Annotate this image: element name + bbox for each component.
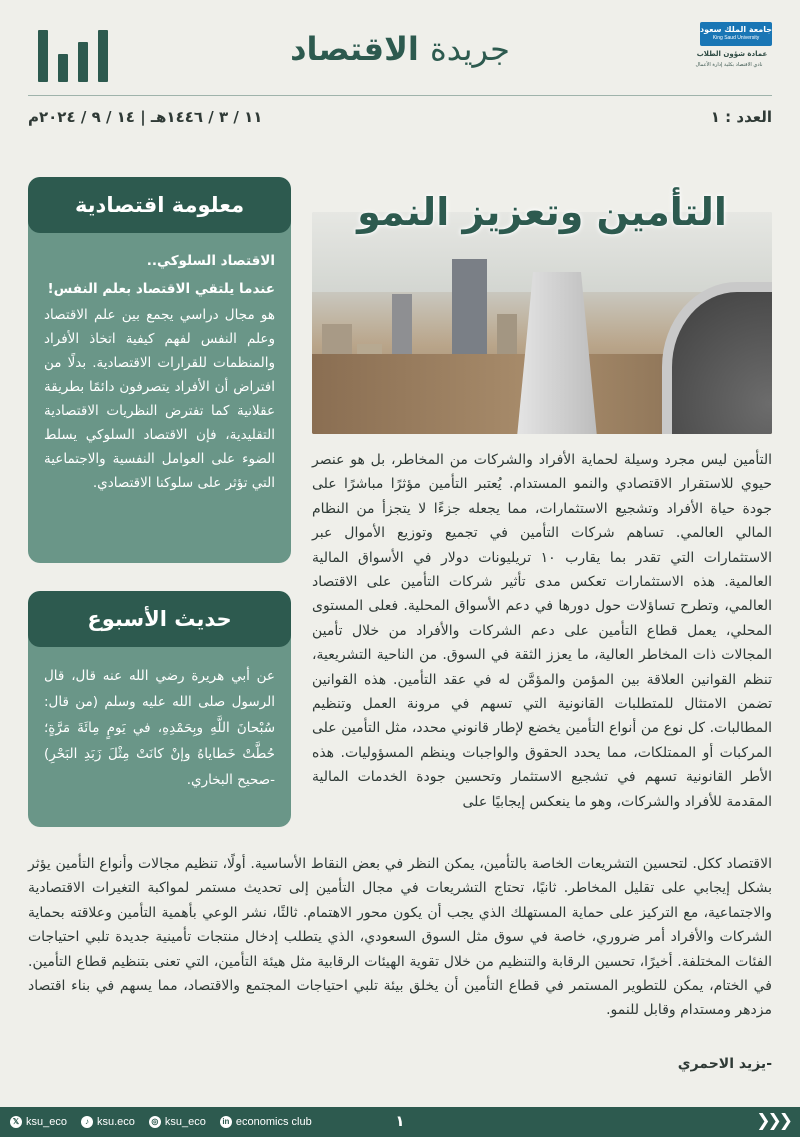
deanship-label: عمادة شؤون الطلاب: [696, 50, 768, 58]
header-divider: [28, 95, 772, 96]
hero-image: [312, 212, 772, 434]
article-title: التأمين وتعزيز النمو: [357, 190, 727, 234]
social-linkedin-handle: economics club: [235, 1116, 312, 1128]
economic-info-title: معلومة اقتصادية: [28, 177, 291, 233]
footer: [0, 1107, 800, 1137]
header: [0, 0, 800, 150]
article-author: -يزيد الاحمري: [677, 1056, 772, 1072]
page-number: ١: [395, 1112, 405, 1130]
hadith-card: [28, 591, 291, 827]
social-x-handle: ksu_eco: [26, 1116, 67, 1128]
masthead-bold: الاقتصاد: [290, 30, 419, 68]
next-page-arrows-icon[interactable]: ❯❯❯: [756, 1111, 790, 1131]
ksu-logo-ar: جامعة الملك سعود: [700, 25, 772, 34]
masthead: [0, 30, 800, 68]
tiktok-icon: ♪: [81, 1116, 93, 1128]
instagram-icon: ◎: [149, 1116, 161, 1128]
social-tiktok-handle: ksu.eco: [96, 1116, 135, 1128]
social-instagram-handle: ksu_eco: [164, 1116, 206, 1128]
club-label: نادي الاقتصاد بكلية إدارة الأعمال: [695, 62, 763, 68]
hadith-body: عن أبي هريرة رضي الله عنه قال، قال الرسول صلى الله عليه وسلم (من قال: سُبْحانَ اللَّهِ وبِحَمْدِهِ، في يَومٍ مِائَةَ مَرَّةٍ؛ حُطَّتْ خَطاياهُ وإنْ كانَتْ مِثْلَ زَبَدِ البَحْرِ) -صحيح البخاري.: [44, 668, 275, 788]
economic-info-subtitle1: الاقتصاد السلوكي..: [146, 253, 275, 269]
economic-info-body: هو مجال دراسي يجمع بين علم الاقتصاد وعلم النفس لفهم كيفية اتخاذ الأفراد والمنظمات للقرارات الاقتصادية. بدلًا من افتراض أن الأفراد يتصرفون دائمًا بطريقة عقلانية كما تفترض النظريات الاقتصادية التقليدية، فإن الاقتصاد السلوكي يسلط الضوء على العوامل النفسية والاجتماعية التي تؤثر على سلوكنا الاقتصادي.: [44, 307, 275, 491]
article-body-narrow: التأمين ليس مجرد وسيلة لحماية الأفراد والشركات من المخاطر، بل هو عنصر حيوي للاستقرار الاقتصادي والنمو المستدام. يُعتبر التأمين مؤثرًا مباشرًا على جودة حياة الأفراد وتشجيع الاستثمارات، مما يجعله جزءًا لا يتجزأ من النظام المالي العالمي. تساهم شركات التأمين في تجميع وتوزيع الأموال عبر الاستثمارات التي تقدر بما يقارب ١٠ تريليونات دولار في الأسواق المالية العالمية. هذه الاستثمارات تعكس مدى تأثير شركات التأمين على الاقتصاد العالمي، وتطرح تساؤلات حول دورها في دعم الأسواق المحلية. فعلى المستوى المحلي، يعمل قطاع التأمين على دعم الشركات والأفراد من خلال تأمين المجالات ذات المخاطر العالية، ما يعزز الثقة في السوق. من الناحية التشريعية، تنظم القوانين العلاقة بين المؤمن والمؤمَّن له في عقد التأمين. هذه القوانين تضمن الامتثال للمتطلبات القانونية التي تسهم في مرونة العمل وتنظيم المطالبات. كل نوع من أنواع التأمين يخضع لإطار قانوني محدد، مثل التأمين على المركبات أو الممتلكات، مما يحدد الحقوق والواجبات وينظم المسؤوليات. هذه الأطر القانونية تسهم في تشجيع الاستثمار وتحسين جودة الخدمات المالية المقدمة للأفراد والشركات، وهو ما ينعكس إيجابيًا على: [312, 452, 772, 810]
economic-info-card: [28, 177, 291, 563]
masthead-light: جريدة: [430, 30, 510, 68]
issue-number: العدد : ١: [710, 108, 772, 126]
ksu-logo-en: King Saud University: [712, 35, 760, 41]
hadith-title: حديث الأسبوع: [28, 591, 291, 647]
x-icon: 𝕏: [10, 1116, 22, 1128]
linkedin-icon: in: [220, 1116, 232, 1128]
economic-info-subtitle2: عندما يلتقي الاقتصاد بعلم النفس!: [47, 281, 275, 297]
article-body-wide: الاقتصاد ككل. لتحسين التشريعات الخاصة بالتأمين، يمكن النظر في بعض النقاط الأساسية. أولًا، تنظيم مجالات وأنواع التأمين يؤثر بشكل إيجابي على تقليل المخاطر. ثانيًا، تحتاج التشريعات في مجال التأمين إلى تحديث مستمر لمواكبة التغيرات الاقتصادية والاجتماعية، مع التركيز على حماية المستهلك الذي يجب أن يكون محور الاهتمام. ثالثًا، نشر الوعي بأهمية التأمين وعلاقته بحماية الشركات والأفراد أمر ضروري، خاصة في سوق مثل السوق السعودي، الذي يتطلب إدخال منتجات تأمينية جديدة تلبي احتياجات الفئات المختلفة. أخيرًا، تحسين الرقابة والتنظيم من خلال تقوية الهيئات الرقابية مثل هيئة التأمين، التي تعنى بتنظيم قطاع التأمين. في الختام، يمكن للتطوير المستمر في قطاع التأمين أن يخلق بيئة تلبي احتياجات المجتمع والاقتصاد، مما يسهم في بناء اقتصاد مزدهر ومستدام وقابل للنمو.: [28, 856, 772, 1019]
economic-info-body-wrap: [28, 233, 291, 505]
brand-mark-icon: [38, 30, 108, 82]
issue-date: ١١ / ٣ / ١٤٤٦هـ | ١٤ / ٩ / ٢٠٢٤م: [28, 108, 263, 126]
